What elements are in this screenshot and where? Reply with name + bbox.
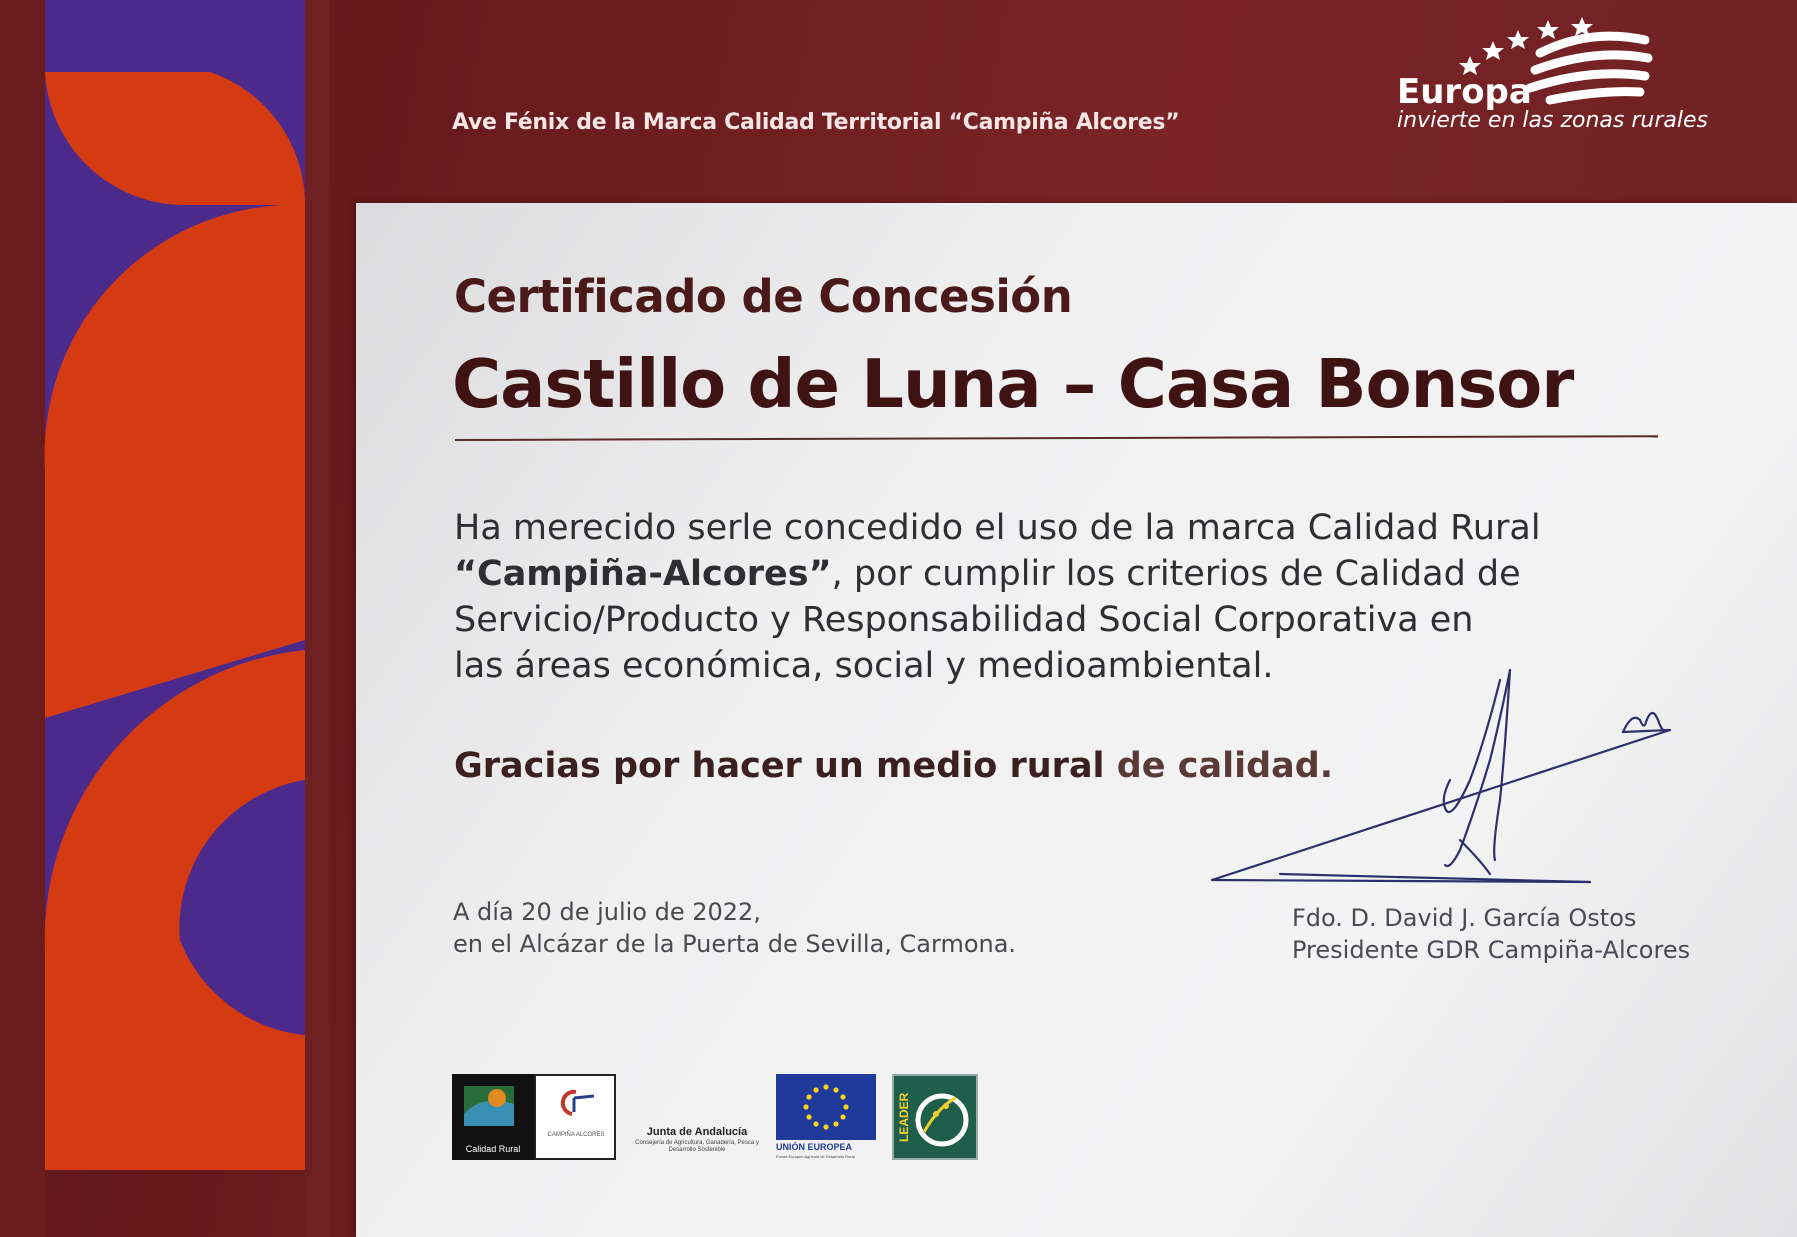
calidad-rural-logo: [452, 1074, 534, 1160]
calidad-rural-label: Calidad Rural: [465, 1144, 521, 1154]
leader-logo: [892, 1074, 978, 1160]
header-title: Ave Fénix de la Marca Calidad Territorial “Campiña Alcores”: [452, 110, 1180, 135]
junta-andalucia-logo: [632, 1126, 762, 1154]
campina-alcores-label: CAMPIÑA ALCORES: [547, 1132, 605, 1138]
date-line-2: en el Alcázar de la Puerta de Sevilla, Carmona.: [453, 930, 1017, 958]
junta-subtitle: Consejería de Agricultura, Ganadería, Pesca y Desarrollo Sostenible: [635, 1140, 759, 1153]
signatory-name: Fdo. D. David J. García Ostos: [1292, 904, 1637, 932]
campina-alcores-logo: [534, 1074, 616, 1160]
date-place: [453, 896, 1016, 960]
eu-flag-icon: [776, 1074, 876, 1140]
body-line-2: [454, 551, 1554, 597]
date-line-1: A día 20 de julio de 2022,: [453, 898, 761, 926]
recipient-name: Castillo de Luna – Casa Bonsor: [452, 345, 1574, 423]
thanks-main: Gracias por hacer un medio rural: [454, 746, 1117, 786]
eu-logo-title: Europa: [1397, 72, 1532, 112]
landscape-icon: [452, 1074, 534, 1134]
body-line-3: Servicio/Producto y Responsabilidad Social Corporativa en: [454, 600, 1474, 640]
campina-mark-icon: [536, 1076, 614, 1130]
leader-label: LEADER: [897, 1092, 911, 1142]
eu-subtitle: Fondo Europeo Agrícola de Desarrollo Rural: [776, 1154, 855, 1159]
eu-flag-logo: [776, 1074, 876, 1162]
body-line-4: las áreas económica, social y medioambiental.: [454, 646, 1274, 686]
body-line-2-rest: , por cumplir los criterios de Calidad de: [831, 554, 1521, 594]
body-line-1: Ha merecido serle concedido el uso de la marca Calidad Rural: [454, 508, 1541, 548]
eu-logo-subtitle: invierte en las zonas rurales: [1397, 108, 1708, 133]
eu-label: UNIÓN EUROPEA: [776, 1142, 853, 1152]
leader-emblem-icon: [894, 1076, 976, 1158]
certificate-heading: Certificado de Concesión: [454, 270, 1073, 323]
signatory-title: Presidente GDR Campiña-Alcores: [1292, 936, 1691, 964]
junta-title: Junta de Andalucía: [646, 1126, 748, 1138]
brand-name: “Campiña-Alcores”: [454, 554, 832, 594]
decorative-shapes: [0, 0, 330, 1237]
handwritten-signature: [1200, 660, 1700, 890]
signatory: [1292, 902, 1690, 966]
thanks-tail: de calidad.: [1116, 746, 1334, 786]
